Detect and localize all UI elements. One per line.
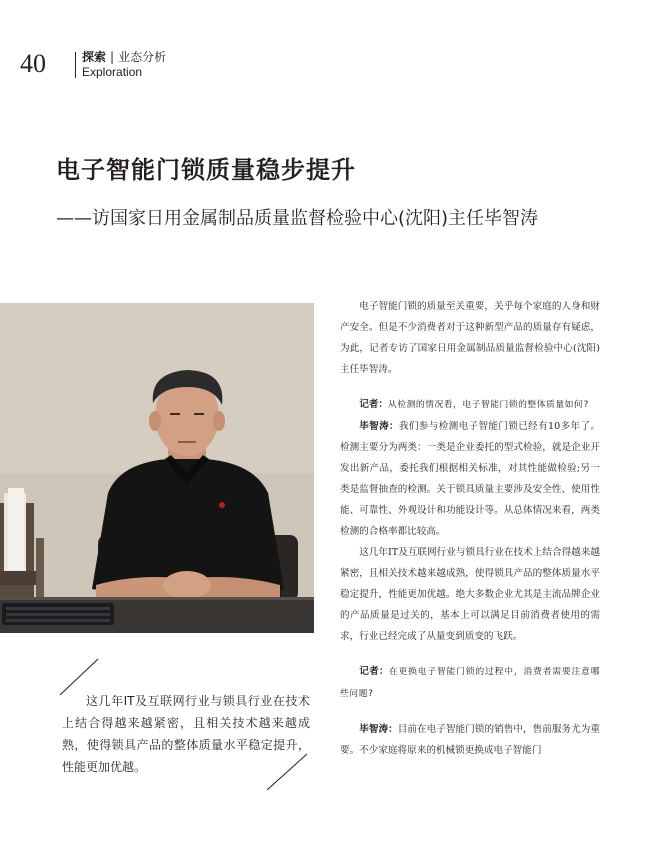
answer-2 — [340, 719, 600, 761]
section-separator: | — [110, 50, 115, 64]
section-label — [82, 50, 166, 64]
question-1-text: 从检测的情况看，电子智能门锁的整体质量如何? — [387, 400, 590, 410]
answer-1-text: 我们参与检测电子智能门锁已经有10多年了。检测主要分为两类：一类是企业委托的型式检验，就是企业开发出新产品，委托我们根据相关标准，对其性能做检验;另一类是监督抽查的检测。关于锁具质量主要涉及安全性、使用性能、可靠性、外观设计和功能设计等。从总体情况来看，两类检测的合格率都比较高。 — [340, 421, 600, 537]
subsection-cn: 业态分析 — [118, 50, 167, 64]
interviewee-photo-illustration — [0, 303, 314, 633]
page-number: 40 — [20, 49, 46, 78]
section-en: Exploration — [82, 65, 143, 79]
answer-1-paragraph-2: 这几年IT及互联网行业与锁具行业在技术上结合得越来越紧密，且相关技术越来越成熟，使得锁具产品的整体质量水平稳定提升，性能更加优越。绝大多数企业尤其是主流品牌企业的产品质量是过关的，基本上可以满足目前消费者使用的需求，行业已经完成了从量变到质变的飞跃。 — [340, 547, 600, 642]
interviewee-label: 毕智涛： — [359, 724, 398, 735]
interviewee-label: 毕智涛： — [359, 421, 399, 432]
article-subtitle: ——访国家日用金属制品质量监督检验中心(沈阳)主任毕智涛 — [56, 208, 539, 229]
answer-2-text: 目前在电子智能门锁的销售中，售前服务尤为重要。不少家庭将原来的机械锁更换成电子智能门 — [340, 724, 601, 756]
question-2-text: 在更换电子智能门锁的过程中，消费者需要注意哪些问题? — [340, 667, 600, 699]
question-1 — [340, 394, 600, 416]
quote-decoration-bottom — [265, 752, 309, 792]
article-body — [340, 296, 600, 761]
interviewee-photo — [0, 303, 314, 633]
header-divider — [75, 52, 76, 78]
question-2 — [340, 661, 600, 705]
intro-paragraph: 电子智能门锁的质量至关重要，关乎每个家庭的人身和财产安全。但是不少消费者对于这种新型产品的质量存有疑虑，为此，记者专访了国家日用金属制品质量监督检验中心(沈阳)主任毕智涛。 — [340, 301, 600, 375]
reporter-label: 记者： — [359, 666, 389, 677]
answer-1 — [340, 416, 600, 542]
section-cn: 探索 — [82, 50, 107, 64]
reporter-label: 记者： — [359, 399, 388, 410]
article-title: 电子智能门锁质量稳步提升 — [56, 156, 356, 184]
pull-quote: 这几年IT及互联网行业与锁具行业在技术上结合得越来越紧密，且相关技术越来越成熟，使得锁具产品的整体质量水平稳定提升，性能更加优越。 — [62, 694, 310, 774]
